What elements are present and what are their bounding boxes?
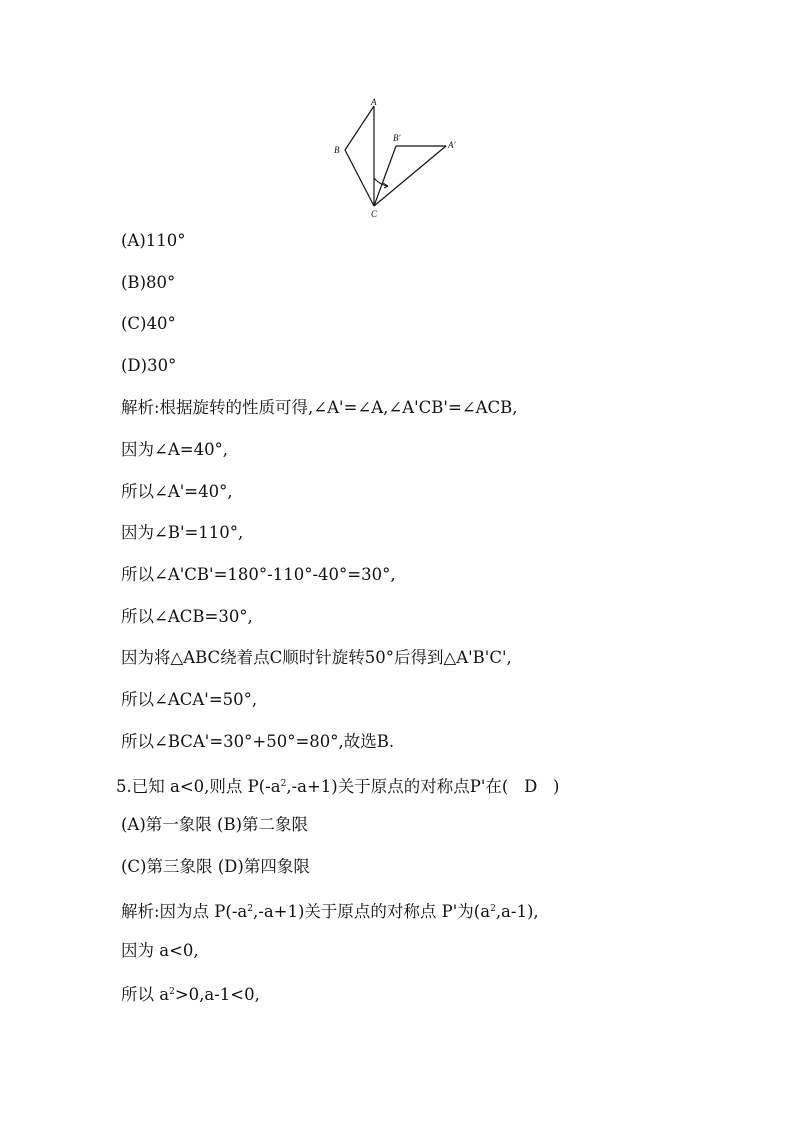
solution-line: 所以∠A'=40°,: [121, 482, 233, 501]
q5-option-line: (A)第一象限 (B)第二象限: [121, 815, 309, 834]
question-5: [116, 773, 559, 798]
option-c: (C)40°: [121, 314, 176, 333]
option-b: (B)80°: [121, 273, 176, 292]
segment-ab: [345, 106, 374, 150]
solution-line: 解析:根据旋转的性质可得,∠A'=∠A,∠A'CB'=∠ACB,: [121, 398, 518, 417]
solution-line: 所以∠ACB=30°,: [121, 607, 253, 626]
q5-middle: ,-a+1)关于原点的对称点P'在(: [286, 777, 525, 796]
q5-sol3-prefix: 所以 a: [121, 985, 170, 1004]
q5-solution-line: 因为 a<0,: [121, 941, 199, 960]
solution-line: 所以∠BCA'=30°+50°=80°,故选B.: [121, 732, 395, 751]
solution-line: 因为∠A=40°,: [121, 440, 229, 459]
q5-sol3-sup: 2: [169, 987, 175, 997]
q5-solution-line: [121, 898, 539, 923]
triangle-rotation-diagram: [325, 95, 470, 220]
solution-line: 所以∠ACA'=50°,: [121, 690, 258, 709]
q5-solution-line: [121, 981, 260, 1006]
q5-sup: 2: [280, 779, 287, 789]
label-c: C: [371, 209, 378, 219]
solution-line: 因为∠B'=110°,: [121, 523, 244, 542]
q5-option-line: (C)第三象限 (D)第四象限: [121, 857, 310, 876]
option-a: (A)110°: [121, 231, 186, 250]
q5-suffix: ): [537, 777, 560, 796]
label-b: B: [334, 145, 340, 155]
solution-line: 因为将△ABC绕着点C顺时针旋转50°后得到△A'B'C',: [121, 648, 512, 667]
q5-sol-prefix: 解析:因为点 P(-a: [121, 902, 248, 921]
q5-prefix: 5.已知 a<0,则点 P(-a: [116, 777, 281, 796]
segment-bc: [345, 150, 374, 206]
q5-answer: D: [524, 777, 538, 796]
q5-sol-sup2: 2: [490, 904, 496, 914]
rotation-figure: [325, 95, 470, 220]
option-d: (D)30°: [121, 356, 177, 375]
q5-sol-sup1: 2: [247, 904, 253, 914]
label-a-prime: A': [448, 140, 456, 150]
solution-line: 所以∠A'CB'=180°-110°-40°=30°,: [121, 565, 396, 584]
q5-sol-mid: ,-a+1)关于原点的对称点 P'为(a: [253, 902, 491, 921]
label-b-prime: B': [393, 133, 401, 143]
q5-sol-suffix: ,a-1),: [495, 902, 539, 921]
q5-sol3-suffix: >0,a-1<0,: [174, 985, 260, 1004]
label-a: A: [371, 97, 377, 107]
